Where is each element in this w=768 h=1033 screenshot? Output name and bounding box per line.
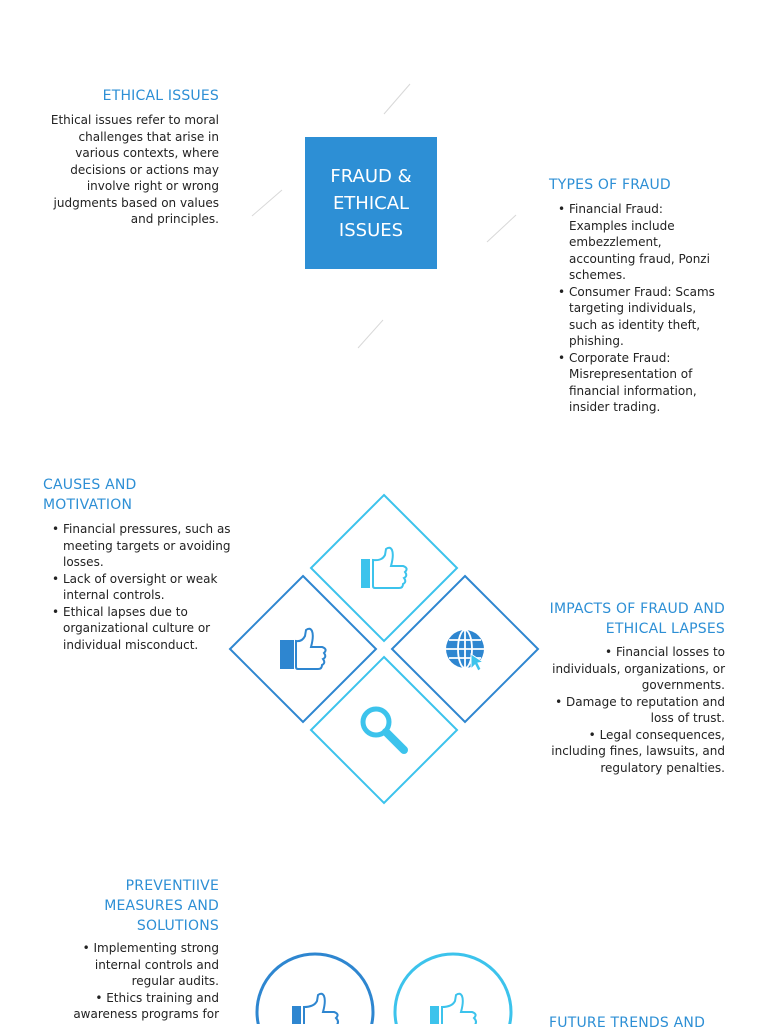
list-item: • Implementing strong internal controls and regular audits. — [60, 940, 219, 990]
impacts-heading: IMPACTS OF FRAUD AND ETHICAL LAPSES — [549, 601, 725, 637]
thumbs-up-icon — [292, 994, 338, 1024]
list-item: • Damage to reputation and loss of trust. — [541, 694, 725, 727]
impacts-list — [541, 644, 725, 776]
decor-line — [358, 320, 383, 348]
list-item: • Financial Fraud: Examples include embezzlement, accounting fraud, Ponzi schemes. — [555, 201, 717, 284]
types-of-fraud-list — [555, 201, 717, 416]
decor-line — [384, 84, 410, 114]
future-heading: FUTURE TRENDS AND — [549, 1015, 706, 1031]
causes-list — [49, 521, 239, 653]
list-item: • Consumer Fraud: Scams targeting individuals, such as identity theft, phishing. — [555, 284, 717, 350]
decor-line — [252, 190, 282, 216]
list-item: • Ethical lapses due to organizational culture or individual misconduct. — [49, 604, 239, 654]
list-item: • Financial pressures, such as meeting targets or avoiding losses. — [49, 521, 239, 571]
center-title: FRAUD & ETHICAL ISSUES — [330, 165, 412, 241]
preventive-list — [60, 940, 219, 1023]
list-item: • Lack of oversight or weak internal controls. — [49, 571, 239, 604]
list-item: • Financial losses to individuals, organizations, or governments. — [541, 644, 725, 694]
center-title-box — [305, 137, 437, 269]
list-item: • Corporate Fraud: Misrepresentation of financial information, insider trading. — [555, 350, 717, 416]
list-item: • Ethics training and awareness programs for — [60, 990, 219, 1023]
thumbs-up-icon — [361, 548, 407, 588]
decor-line — [487, 215, 516, 242]
globe-cursor-icon — [446, 630, 484, 671]
list-item: • Legal consequences, including fines, lawsuits, and regulatory penalties. — [541, 727, 725, 777]
magnifier-icon — [363, 709, 404, 750]
thumbs-up-icon — [280, 629, 326, 669]
ethical-issues-text: Ethical issues refer to moral challenges that arise in various contexts, where decisions or actions may involve right or wrong judgments based on values and principles. — [50, 113, 219, 226]
thumbs-up-icon — [430, 994, 476, 1024]
causes-heading: CAUSES AND MOTIVATION — [43, 477, 137, 513]
types-of-fraud-heading: TYPES OF FRAUD — [549, 177, 671, 193]
ethical-issues-heading: ETHICAL ISSUES — [102, 88, 219, 104]
preventive-heading: PREVENTIIVE MEASURES AND SOLUTIONS — [104, 878, 219, 934]
